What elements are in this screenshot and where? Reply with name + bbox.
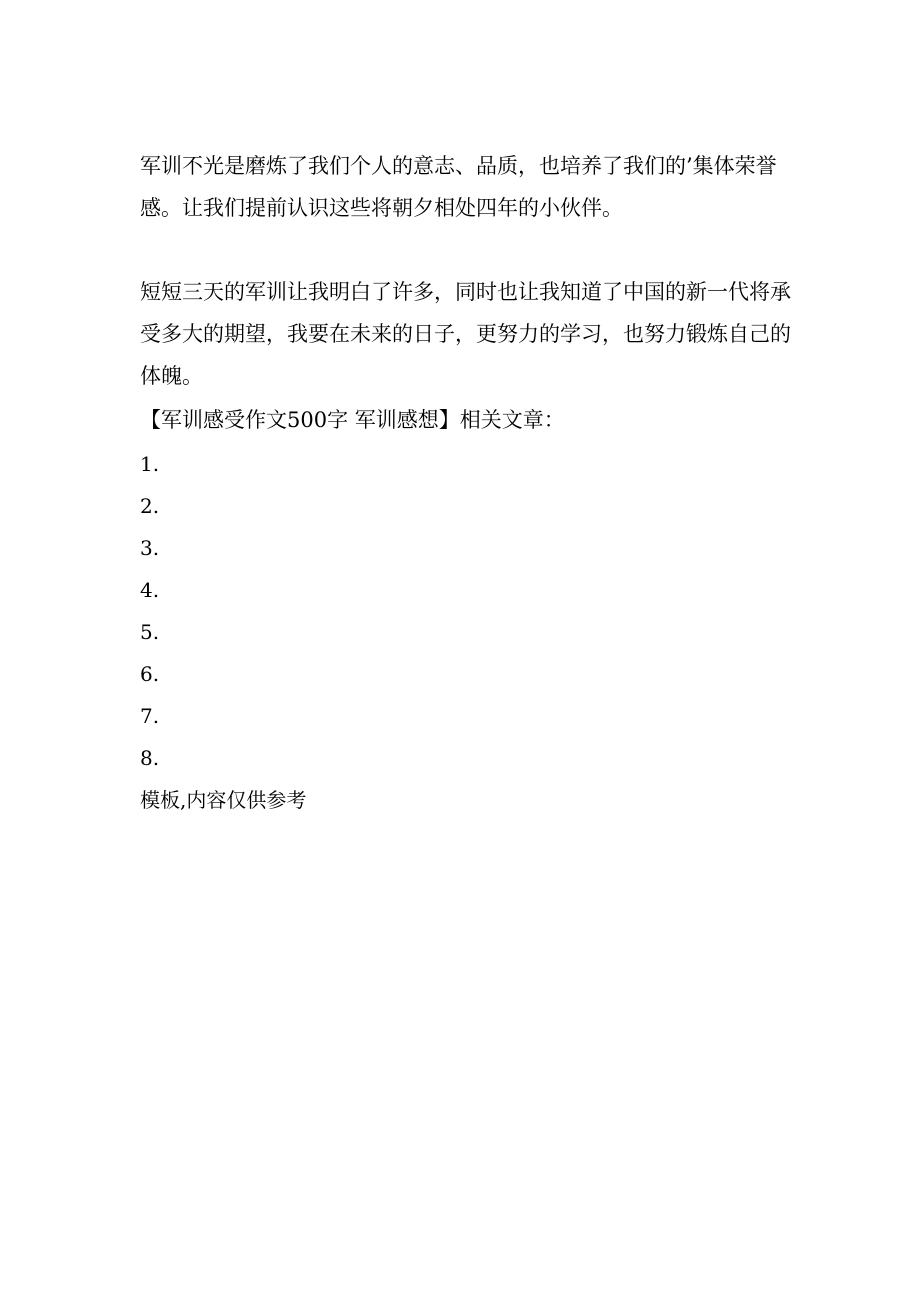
list-item: 8. <box>140 746 160 770</box>
list-item: 2. <box>140 494 160 518</box>
list-item: 1. <box>140 452 160 476</box>
template-disclaimer: 模板,内容仅供参考 <box>140 788 307 812</box>
list-item: 3. <box>140 536 160 560</box>
paragraph-military-training-honor: 军训不光是磨炼了我们个人的意志、品质，也培养了我们的’集体荣誉感。让我们提前认识这些将朝夕相处四年的小伙伴。 <box>140 154 777 220</box>
related-articles-heading: 【军训感受作文500字 军训感想】相关文章： <box>140 408 565 432</box>
list-item: 4. <box>140 578 160 602</box>
list-item: 5. <box>140 620 160 644</box>
list-item: 7. <box>140 704 160 728</box>
paragraph-three-days-reflection: 短短三天的军训让我明白了许多，同时也让我知道了中国的新一代将承受多大的期望，我要在未来的日子，更努力的学习，也努力锻炼自己的体魄。 <box>140 280 791 388</box>
list-item: 6. <box>140 662 160 686</box>
